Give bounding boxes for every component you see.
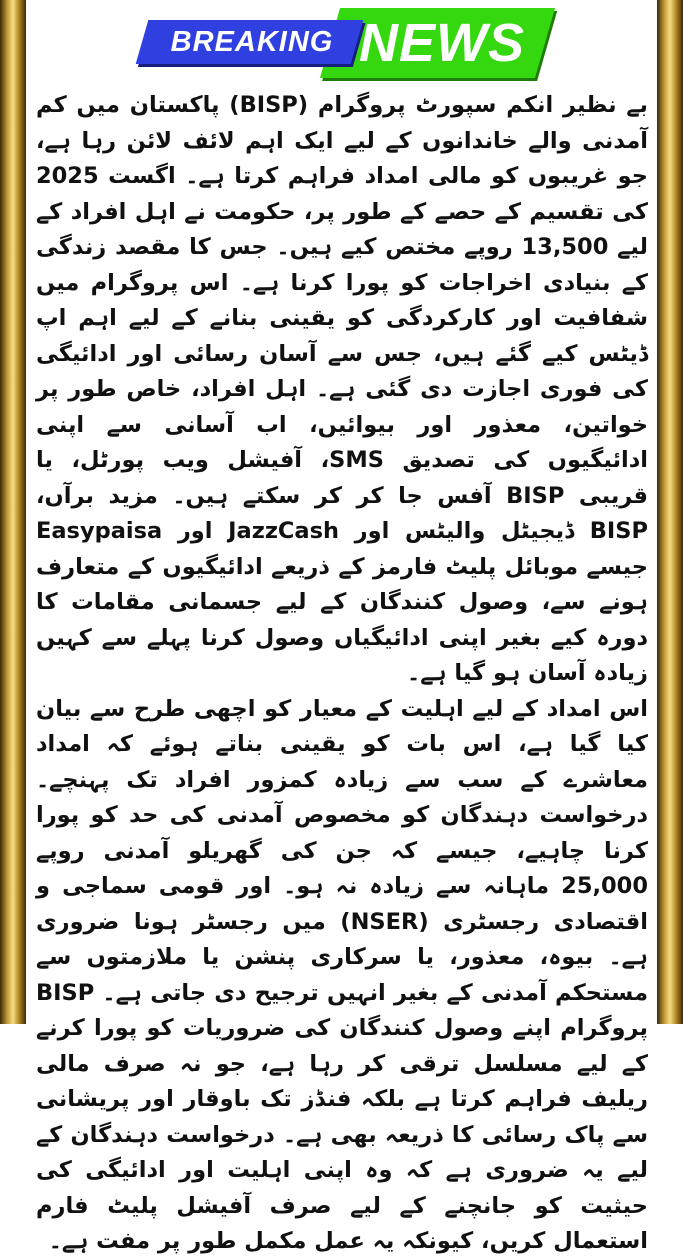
- right-gold-border: [657, 0, 683, 1024]
- left-gold-border: [0, 0, 26, 1024]
- article-paragraph-2: اس امداد کے لیے اہلیت کے معیار کو اچھی طرح سے بیان کیا گیا ہے، اس بات کو یقینی بناتے ہوئے کہ امداد معاشرے کے سب سے زیادہ کمزور افراد تک پہنچے۔ درخواست دہندگان کو مخصوص آمدنی کی حد کو پورا کرنا چاہیے، جیسے کہ جن کی گھریلو آمدنی روپے 25,000 ماہانہ سے زیادہ نہ ہو۔ اور قومی سماجی و اقتصادی رجسٹری (NSER) میں رجسٹر ہونا ضروری ہے۔ بیوہ، معذور، یا سرکاری پنشن یا ملازمتوں سے مستحکم آمدنی کے بغیر انہیں ترجیح دی جاتی ہے۔ BISP پروگرام اپنے وصول کنندگان کی ضروریات کو پورا کرنے کے لیے مسلسل ترقی کر رہا ہے، جو نہ صرف مالی ریلیف فراہم کرتا ہے بلکہ فنڈز تک باوقار اور پریشانی سے پاک رسائی کا ذریعہ بھی ہے۔ درخواست دہندگان کے لیے یہ ضروری ہے کہ وہ اپنی اہلیت اور ادائیگی کی حیثیت کو جانچنے کے لیے صرف آفیشل پلیٹ فارم استعمال کریں، کیونکہ یہ عمل مکمل طور پر مفت ہے۔: [36, 695, 648, 1254]
- article-paragraph-1: بے نظیر انکم سپورٹ پروگرام (BISP) پاکستان میں کم آمدنی والے خاندانوں کے لیے ایک اہم لائف لائن رہا ہے، جو غریبوں کو مالی امداد فراہم کرتا ہے۔ اگست 2025 کی تقسیم کے حصے کے طور پر، حکومت نے اہل افراد کے لیے 13,500 روپے مختص کیے ہیں۔ جس کا مقصد زندگی کے بنیادی اخراجات کو پورا کرنا ہے۔ اس پروگرام میں شفافیت اور کارکردگی کو یقینی بنانے کے لیے اہم اپ ڈیٹس کیے گئے ہیں، جس سے آسان رسائی اور ادائیگی کی فوری اجازت دی گئی ہے۔ اہل افراد، خاص طور پر خواتین، معذور اور بیوائیں، اب آسانی سے اپنی ادائیگیوں کی تصدیق SMS، آفیشل ویب پورٹل، یا قریبی BISP آفس جا کر کر سکتے ہیں۔ مزید برآں، BISP ڈیجیٹل والیٹس اور JazzCash اور Easypaisa جیسے موبائل پلیٹ فارمز کے ذریعے ادائیگیوں کے متعارف ہونے سے، وصول کنندگان کے لیے جسمانی مقامات کا دورہ کیے بغیر اپنی ادائیگیاں وصول کرنا پہلے سے کہیں زیادہ آسان ہو گیا ہے۔: [36, 92, 648, 686]
- breaking-news-banner: [132, 8, 552, 78]
- news-label: NEWS: [359, 13, 525, 73]
- article-body: [36, 88, 648, 1254]
- breaking-label: BREAKING: [170, 26, 334, 58]
